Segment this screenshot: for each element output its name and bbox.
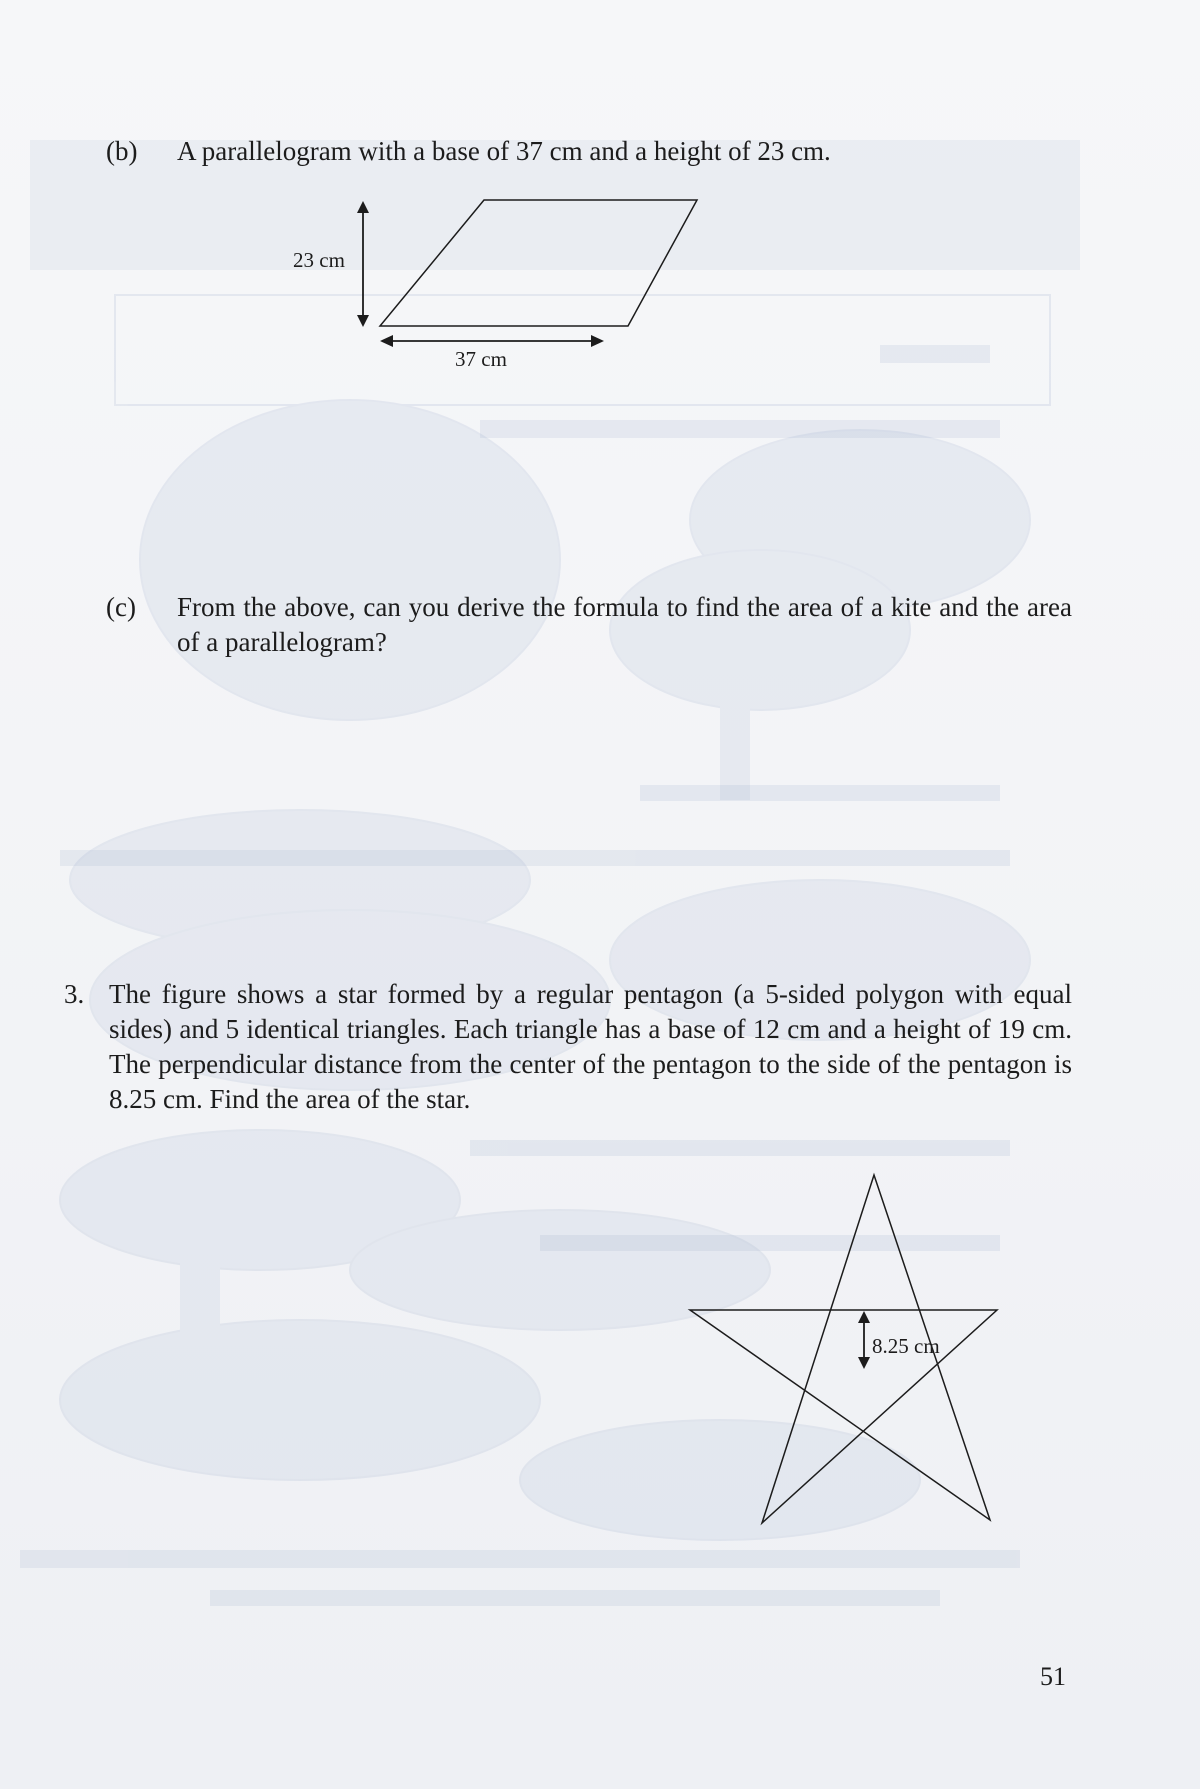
question-3-text: The figure shows a star formed by a regular pentagon (a 5-sided polygon with equal sides) and 5 identical triangles. Each triangle has a base of 12 cm and a height of 19 cm. The perpendicular distance from the center of the pentagon to the side of the pentagon is 8.25 cm. Find the area of the star. — [109, 979, 1072, 1114]
height-label: 23 cm — [293, 248, 345, 272]
question-b-label: (b) — [106, 136, 138, 166]
question-c-label: (c) — [106, 592, 136, 622]
base-label: 37 cm — [455, 347, 507, 371]
question-b-text: A parallelogram with a base of 37 cm and a height of 23 cm. — [177, 136, 831, 166]
page-number: 51 — [1040, 1662, 1066, 1691]
star-shape — [690, 1175, 997, 1523]
question-3-label: 3. — [64, 979, 85, 1009]
distance-label: 8.25 cm — [872, 1334, 940, 1358]
distance-arrow — [858, 1311, 870, 1369]
question-c-text: From the above, can you derive the formula to find the area of a kite and the area of a parallelogram? — [177, 592, 1072, 657]
